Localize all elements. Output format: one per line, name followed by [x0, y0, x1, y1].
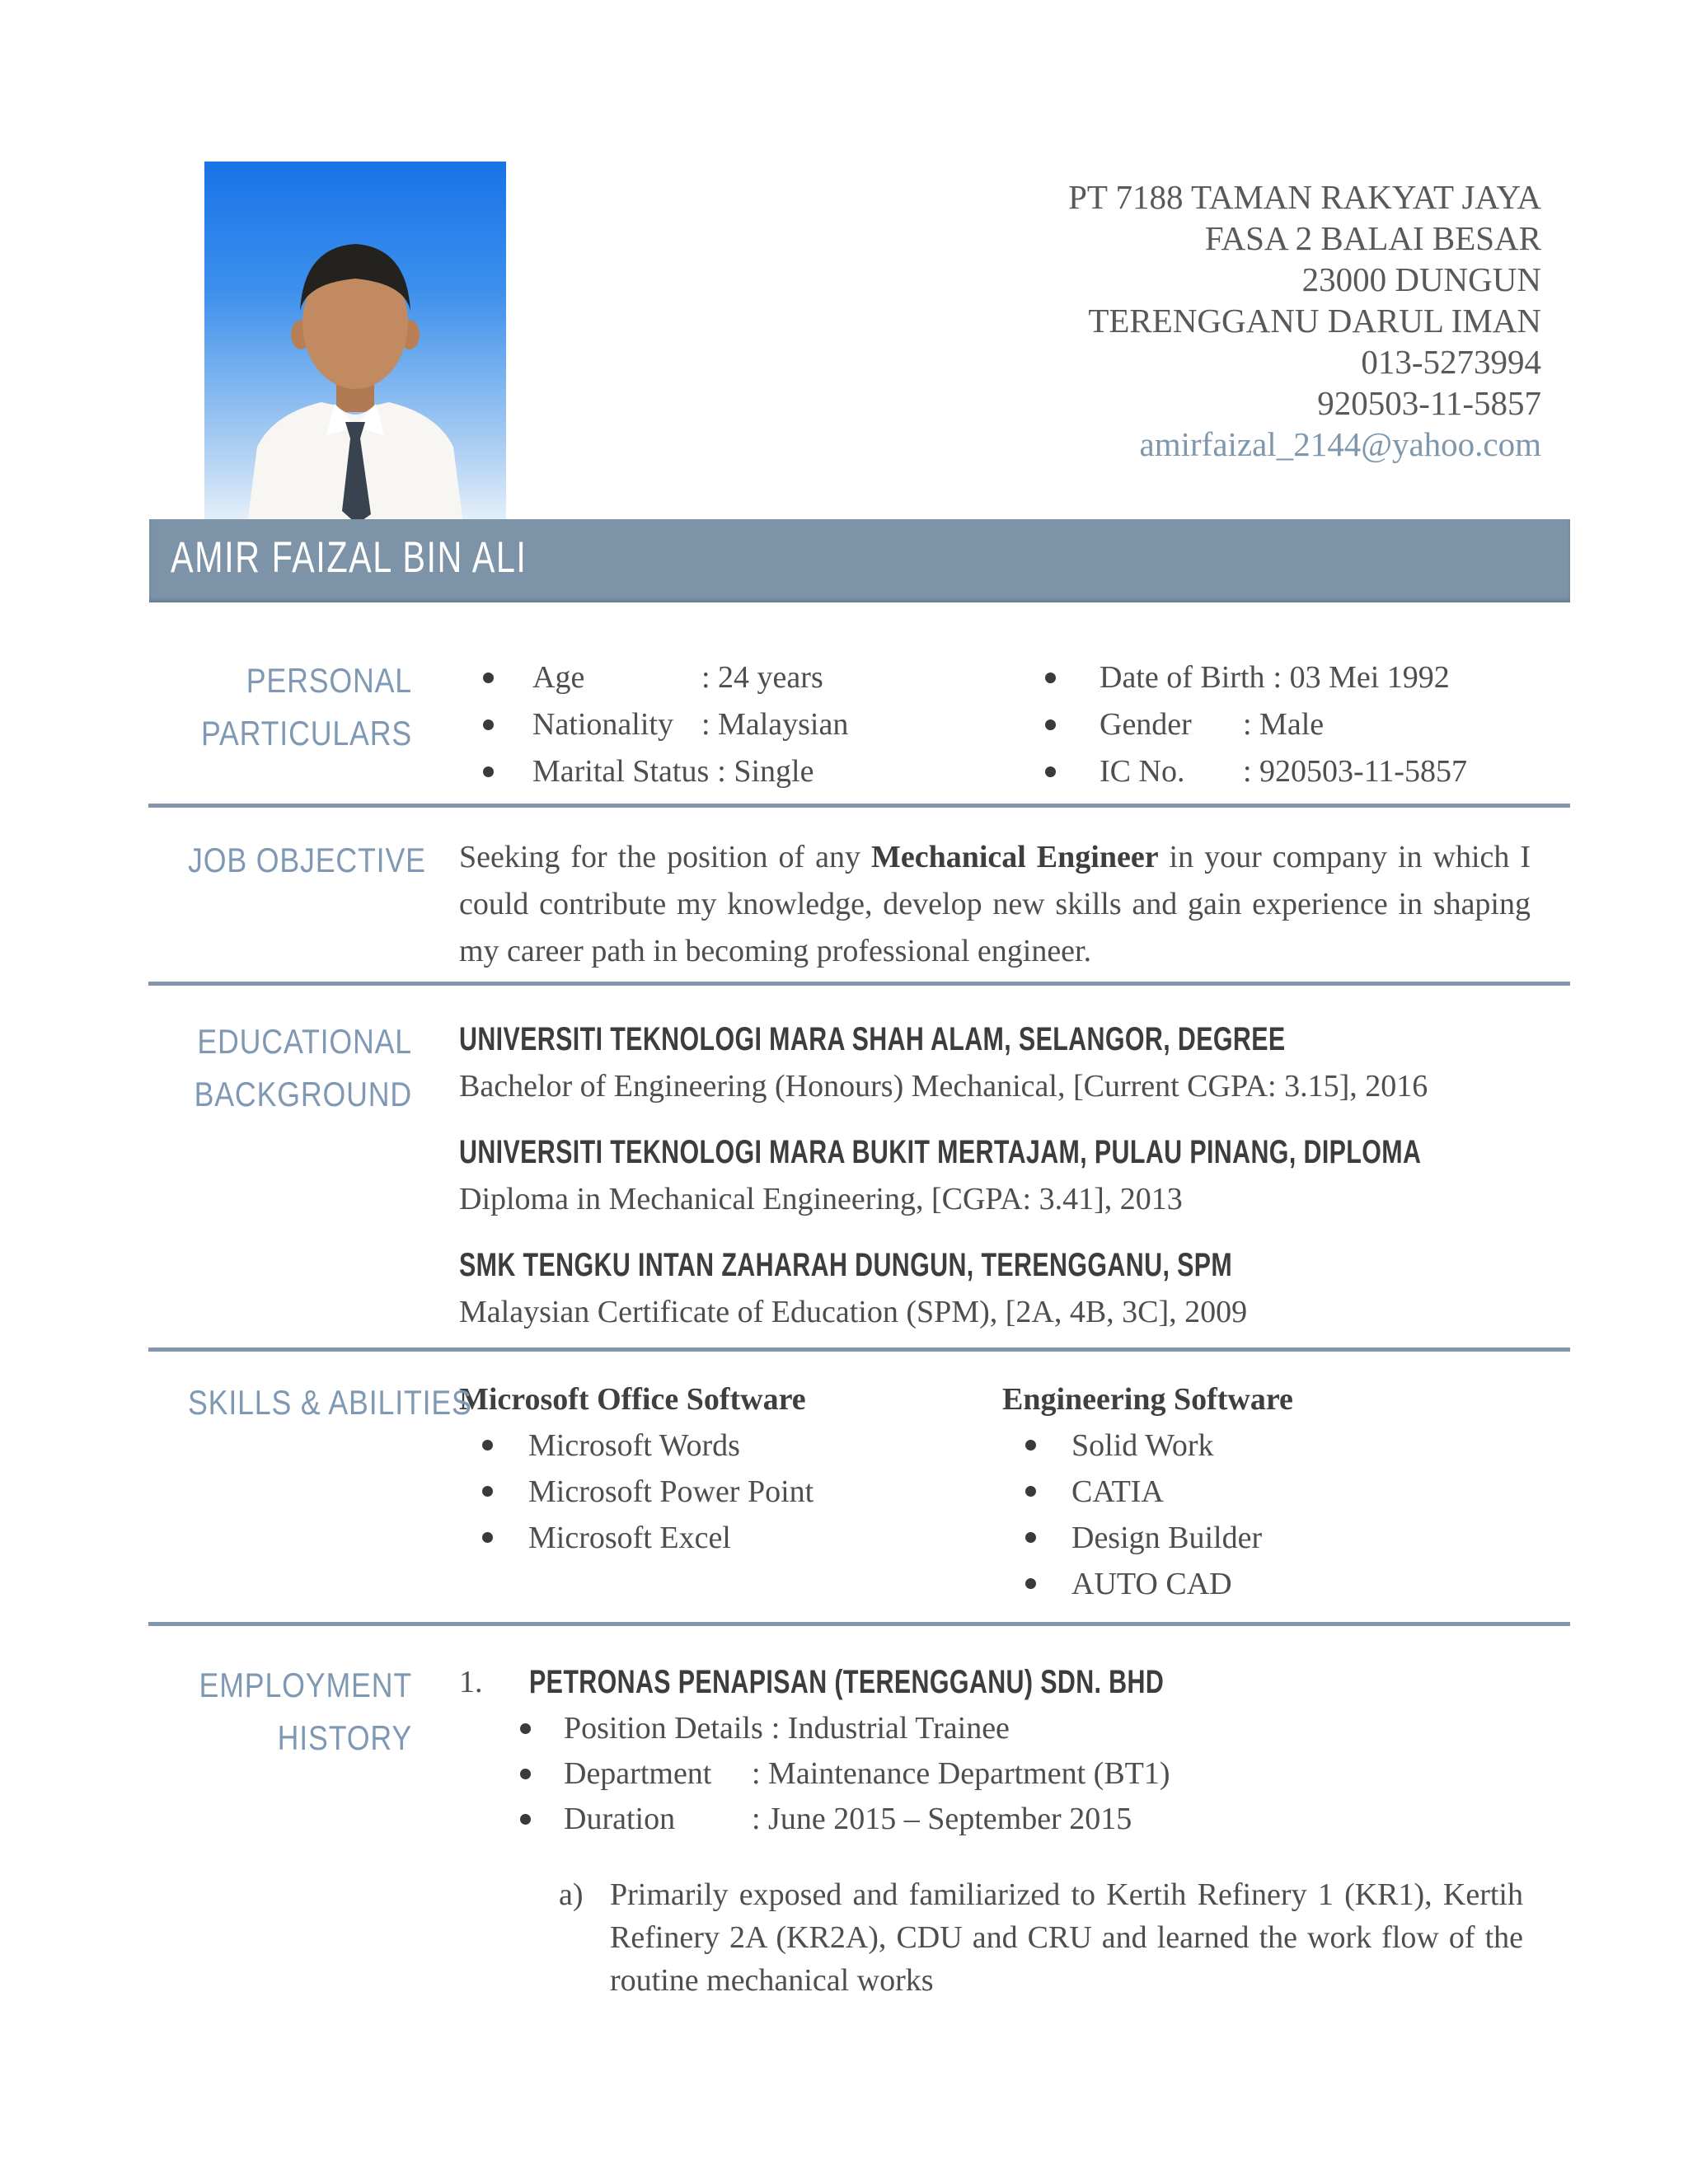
task-marker: a) [559, 1877, 584, 1912]
education-title: UNIVERSITI TEKNOLOGI MARA SHAH ALAM, SELANGOR, DEGREE [459, 1021, 1286, 1057]
skill-item: Microsoft Power Point [459, 1469, 1002, 1515]
section-divider [148, 1622, 1570, 1626]
education-title: UNIVERSITI TEKNOLOGI MARA BUKIT MERTAJAM, PULAU PINANG, DIPLOMA [459, 1134, 1422, 1170]
personal-item-ic-no [1034, 748, 1531, 795]
objective-text: Seeking for the position of any Mechanical Engineer in your company in which I could contribute my knowledge, develop new skills and gain experience in shaping my career path in becoming professional engineer. [459, 840, 1531, 968]
skill-item: AUTO CAD [1002, 1561, 1531, 1607]
field-label: Duration [564, 1802, 676, 1836]
employment-entry-header [459, 1659, 1531, 1706]
employment-entry-number: 1. [459, 1665, 483, 1699]
field-label: Nationality [532, 707, 673, 742]
field-label: Department [564, 1756, 712, 1791]
field-value: : 920503-11-5857 [1243, 754, 1467, 789]
employment-content [459, 1659, 1531, 2002]
personal-item-gender [1034, 701, 1531, 748]
skills-group-engineering [1002, 1376, 1531, 1607]
education-detail: Bachelor of Engineering (Honours) Mechanical, [Current CGPA: 3.15], 2016 [459, 1069, 1428, 1104]
skills-group-header: Engineering Software [1002, 1382, 1293, 1417]
education-detail: Malaysian Certificate of Education (SPM), [2A, 4B, 3C], 2009 [459, 1295, 1248, 1329]
field-label: Date of Birth [1100, 660, 1265, 695]
section-divider [148, 1347, 1570, 1352]
section-personal-particulars [148, 654, 1570, 795]
employment-detail-position [459, 1706, 1531, 1751]
section-job-objective [148, 834, 1570, 975]
personal-item-marital-status [459, 748, 1034, 795]
field-value: : 24 years [701, 660, 823, 695]
email-link[interactable]: amirfaizal_2144@yahoo.com [1139, 425, 1541, 463]
section-divider [148, 982, 1570, 986]
personal-item-nationality [459, 701, 1034, 748]
education-entry [459, 1128, 1531, 1223]
employment-task [559, 1873, 1531, 2002]
person-name: AMIR FAIZAL BIN ALI [171, 533, 528, 582]
contact-line: TERENGGANU DARUL IMAN [1088, 302, 1541, 340]
personal-item-age [459, 654, 1034, 701]
education-content [459, 1015, 1531, 1336]
employment-company: PETRONAS PENAPISAN (TERENGGANU) SDN. BHD [529, 1664, 1165, 1700]
resume-body [148, 602, 1570, 2002]
field-value: : Single [717, 754, 814, 789]
field-value: : Maintenance Department (BT1) [752, 1756, 1170, 1791]
section-divider [148, 804, 1570, 808]
task-text: Primarily exposed and familiarized to Kertih Refinery 1 (KR1), Kertih Refinery 2A (KR2A), CDU and CRU and learned the work flow of the routine mechanical works [610, 1877, 1523, 1998]
personal-item-date-of-birth [1034, 654, 1531, 701]
skills-group-header: Microsoft Office Software [459, 1382, 806, 1417]
section-employment-history [148, 1659, 1570, 2002]
person-photo-illustration [204, 162, 506, 524]
section-label-skills-abilities: SKILLS & ABILITIES [188, 1383, 472, 1422]
section-label-employment-history: EMPLOYMENT HISTORY [199, 1666, 412, 1757]
contact-line: FASA 2 BALAI BESAR [1204, 219, 1541, 257]
education-detail: Diploma in Mechanical Engineering, [CGPA: 3.41], 2013 [459, 1182, 1183, 1216]
field-value: : Male [1243, 707, 1325, 742]
field-label: Marital Status [532, 754, 710, 789]
education-entry [459, 1241, 1531, 1336]
contact-block [1068, 176, 1541, 465]
contact-line: 23000 DUNGUN [1301, 260, 1541, 298]
skills-group-office [459, 1376, 1002, 1607]
section-label-personal-particulars: PERSONAL PARTICULARS [200, 661, 412, 752]
section-label-educational-background: EDUCATIONAL BACKGROUND [194, 1022, 413, 1113]
personal-right-column [1034, 654, 1531, 795]
skills-content [459, 1376, 1531, 1607]
field-label: IC No. [1100, 754, 1185, 789]
profile-photo [204, 162, 506, 524]
objective-bold-term: Mechanical Engineer [870, 840, 1159, 874]
skill-item: Solid Work [1002, 1422, 1531, 1469]
contact-line: 013-5273994 [1361, 343, 1541, 381]
section-skills-abilities [148, 1376, 1570, 1607]
contact-line: 920503-11-5857 [1317, 384, 1541, 422]
field-value: : June 2015 – September 2015 [752, 1802, 1132, 1836]
section-educational-background [148, 1015, 1570, 1336]
education-entry [459, 1015, 1531, 1110]
personal-particulars-content [459, 654, 1531, 795]
employment-detail-duration [459, 1797, 1531, 1842]
field-value: : Malaysian [701, 707, 849, 742]
field-label: Age [532, 660, 585, 695]
field-value: : Industrial Trainee [771, 1711, 1010, 1746]
skill-item: CATIA [1002, 1469, 1531, 1515]
contact-line: PT 7188 TAMAN RAKYAT JAYA [1068, 178, 1541, 216]
education-title: SMK TENGKU INTAN ZAHARAH DUNGUN, TERENGGANU, SPM [459, 1247, 1233, 1283]
section-label-job-objective: JOB OBJECTIVE [188, 841, 426, 879]
field-label: Gender [1100, 707, 1192, 742]
skill-item: Microsoft Words [459, 1422, 1002, 1469]
name-banner [149, 519, 1570, 602]
employment-detail-department [459, 1751, 1531, 1797]
skill-item: Design Builder [1002, 1515, 1531, 1561]
skill-item: Microsoft Excel [459, 1515, 1002, 1561]
personal-left-column [459, 654, 1034, 795]
field-label: Position Details [564, 1711, 763, 1746]
field-value: : 03 Mei 1992 [1273, 660, 1450, 695]
